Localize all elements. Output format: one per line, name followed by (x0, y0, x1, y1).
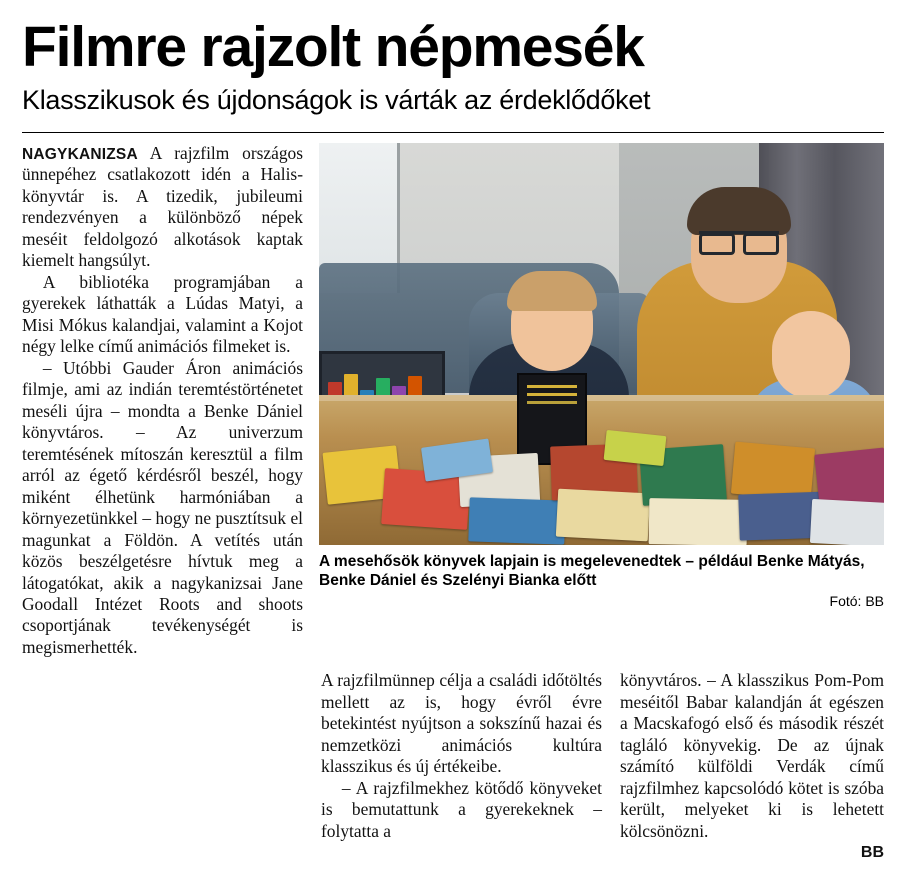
top-block (22, 143, 884, 659)
photo-person-girl-head (772, 311, 850, 399)
divider (22, 132, 884, 133)
bottom-block (22, 670, 884, 862)
glasses-icon (699, 231, 779, 250)
column-one (22, 143, 303, 659)
paragraph: – A rajzfilmekhez kötődő könyveket is bemutattunk a gyerekeknek – folytatta a (321, 777, 602, 841)
paragraph: A rajzfilmünnep célja a családi időtöltés mellett az is, hogy évről évre betekintést nyújtson a sokszínű hazai és nemzetközi animációs kultúra klasszikus és új értékeibe. (321, 670, 602, 777)
paragraph-lead (22, 143, 303, 272)
column-three (620, 670, 884, 862)
byline: BB (860, 844, 884, 862)
paragraph: könyvtáros. – A klasszikus Pom-Pom meséitől Babar kalandján át egészen a Macskafogó első és második részét tagláló könyvekig. De az újnak számító külföldi Verdák című rajzfilmhez kapcsolódó kötet is szóba került, melyeket ki is lehetett kölcsönözni. (620, 670, 884, 841)
photo-credit: Fotó: BB (829, 592, 884, 609)
photo-block (319, 143, 884, 609)
paragraph: – Utóbbi Gauder Áron animációs filmje, ami az indián teremtéstörténetet meséli újra – mondta a Benke Dániel könyvtáros. – Az univerzum teremtésének mítoszán keresztül a film arról az égető kérdésről beszél, hogy miként élhetünk harmóniában a környezetünkkel – hogy ne pusztítsuk el magunkat a Földön. A vetítés után közös beszélgetésre hívtuk meg a látogatókat, akik a nagykanizsai Jane Goodall Intézet Roots and shoots csoportjának tevékenységét is megismerhették. (22, 357, 303, 657)
article-photo (319, 143, 884, 545)
photo-person-adult-hair (687, 187, 791, 235)
page-subtitle: Klasszikusok és újdonságok is várták az érdeklődőket (22, 85, 651, 116)
column-two (321, 670, 602, 862)
column-one-continued (22, 670, 303, 862)
paragraph: A bibliotéka programjában a gyerekek láthatták a Lúdas Matyi, a Misi Mókus kalandjai, valamint a Kojot négy lelke című animációs filmeket is. (22, 271, 303, 357)
dateline: NAGYKANIZSA (22, 145, 138, 163)
photo-books-on-table (319, 395, 884, 545)
paragraph-text: A rajzfilm országos ünnepéhez csatlakozott idén a Halis-könyvtár is. A tizedik, jubileumi rendezvényen a különböző népek meséit feldolgozó alkotások kaptak kiemelt hangsúlyt. (22, 142, 303, 271)
photo-person-boy-hair (507, 271, 597, 311)
page-title: Filmre rajzolt népmesék (22, 15, 644, 79)
photo-caption: A mesehősök könyvek lapjain is megelevenedtek – például Benke Mátyás, Benke Dániel és Szelényi Bianka előtt (319, 552, 865, 589)
